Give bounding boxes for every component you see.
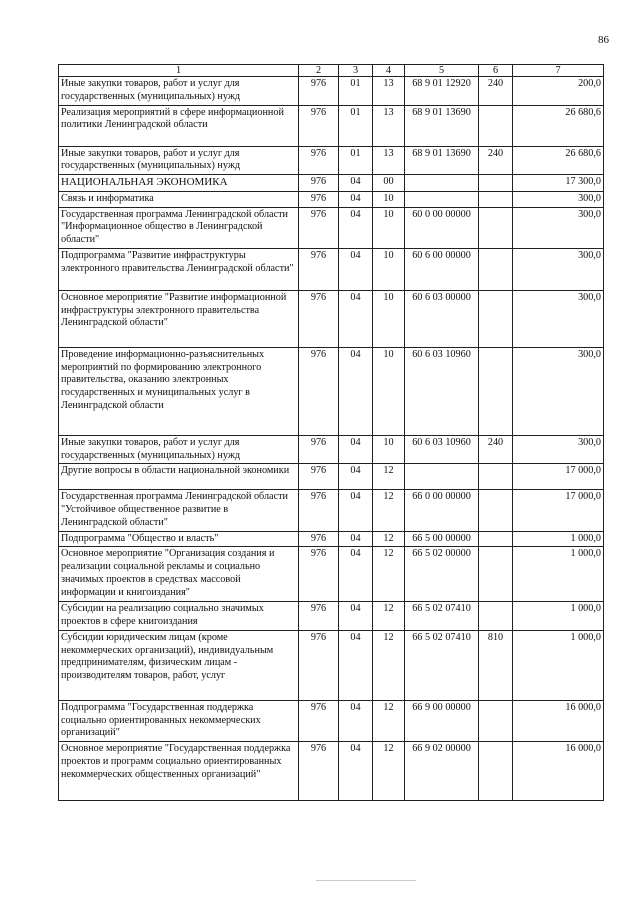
row-subsection-code: 12: [373, 531, 405, 547]
row-admin-code: 976: [299, 248, 339, 290]
row-target-article: 68 9 01 13690: [405, 146, 479, 175]
row-name: Государственная программа Ленинградской области "Устойчивое общественное развитие в Ленинградской области": [59, 490, 299, 531]
row-expense-type: [479, 547, 513, 602]
row-admin-code: 976: [299, 175, 339, 192]
row-admin-code: 976: [299, 602, 339, 631]
header-col-2: 2: [299, 65, 339, 77]
row-name: Другие вопросы в области национальной экономики: [59, 464, 299, 490]
row-amount: 1 000,0: [513, 547, 604, 602]
row-target-article: 60 6 03 10960: [405, 347, 479, 435]
row-admin-code: 976: [299, 700, 339, 741]
row-subsection-code: 12: [373, 602, 405, 631]
table-row: [59, 290, 604, 347]
row-expense-type: 240: [479, 435, 513, 464]
table-body: [59, 77, 604, 801]
row-amount: 300,0: [513, 347, 604, 435]
row-subsection-code: 13: [373, 146, 405, 175]
row-admin-code: 976: [299, 630, 339, 700]
row-name: НАЦИОНАЛЬНАЯ ЭКОНОМИКА: [59, 175, 299, 192]
row-target-article: 60 6 03 00000: [405, 290, 479, 347]
table-row: [59, 630, 604, 700]
row-name: Иные закупки товаров, работ и услуг для государственных (муниципальных) нужд: [59, 146, 299, 175]
row-amount: 17 000,0: [513, 490, 604, 531]
row-amount: 300,0: [513, 290, 604, 347]
row-subsection-code: 10: [373, 435, 405, 464]
row-target-article: 66 9 00 00000: [405, 700, 479, 741]
row-amount: 16 000,0: [513, 700, 604, 741]
row-section-code: 04: [339, 207, 373, 248]
row-expense-type: 810: [479, 630, 513, 700]
row-name: Субсидии юридическим лицам (кроме некоммерческих организаций), индивидуальным предпринимателям, физическим лицам - производителям товаров, работ, услуг: [59, 630, 299, 700]
row-expense-type: [479, 175, 513, 192]
table-row: [59, 490, 604, 531]
row-name: Основное мероприятие "Организация создания и реализации социальной рекламы и социально значимых проектов в средствах массовой информации и книгоиздания": [59, 547, 299, 602]
row-subsection-code: 10: [373, 191, 405, 207]
row-section-code: 04: [339, 742, 373, 801]
table-row: [59, 191, 604, 207]
table-header-row: [59, 65, 604, 77]
row-subsection-code: 10: [373, 248, 405, 290]
row-subsection-code: 12: [373, 742, 405, 801]
row-target-article: 60 6 03 10960: [405, 435, 479, 464]
row-name: Проведение информационно-разъяснительных мероприятий по формированию электронного правительства, оказанию электронных государственных и муниципальных услуг в Ленинградской области: [59, 347, 299, 435]
row-target-article: 68 9 01 13690: [405, 105, 479, 146]
row-subsection-code: 12: [373, 464, 405, 490]
row-admin-code: 976: [299, 347, 339, 435]
row-amount: 16 000,0: [513, 742, 604, 801]
page-number: 86: [598, 34, 609, 46]
table-row: [59, 77, 604, 106]
row-expense-type: [479, 290, 513, 347]
row-section-code: 01: [339, 146, 373, 175]
row-name: Основное мероприятие "Развитие информационной инфраструктуры электронного правительства Ленинградской области": [59, 290, 299, 347]
row-subsection-code: 13: [373, 77, 405, 106]
row-expense-type: [479, 742, 513, 801]
row-target-article: 60 0 00 00000: [405, 207, 479, 248]
scan-artifact-line: [316, 880, 416, 881]
row-admin-code: 976: [299, 742, 339, 801]
row-target-article: 66 0 00 00000: [405, 490, 479, 531]
row-section-code: 04: [339, 531, 373, 547]
row-target-article: 66 9 02 00000: [405, 742, 479, 801]
row-subsection-code: 12: [373, 547, 405, 602]
row-target-article: 66 5 00 00000: [405, 531, 479, 547]
row-amount: 17 300,0: [513, 175, 604, 192]
row-subsection-code: 13: [373, 105, 405, 146]
row-section-code: 04: [339, 700, 373, 741]
row-section-code: 04: [339, 347, 373, 435]
row-admin-code: 976: [299, 490, 339, 531]
table-row: [59, 700, 604, 741]
table-row: [59, 207, 604, 248]
table-row: [59, 464, 604, 490]
row-expense-type: [479, 531, 513, 547]
row-name: Иные закупки товаров, работ и услуг для государственных (муниципальных) нужд: [59, 435, 299, 464]
row-name: Подпрограмма "Общество и власть": [59, 531, 299, 547]
header-col-7: 7: [513, 65, 604, 77]
row-subsection-code: 12: [373, 630, 405, 700]
row-name: Основное мероприятие "Государственная поддержка проектов и программ социально ориентированных некоммерческих общественных организаций": [59, 742, 299, 801]
row-admin-code: 976: [299, 77, 339, 106]
row-expense-type: [479, 490, 513, 531]
row-name: Связь и информатика: [59, 191, 299, 207]
row-amount: 300,0: [513, 248, 604, 290]
row-amount: 17 000,0: [513, 464, 604, 490]
row-target-article: 68 9 01 12920: [405, 77, 479, 106]
header-col-5: 5: [405, 65, 479, 77]
row-expense-type: [479, 207, 513, 248]
row-target-article: 60 6 00 00000: [405, 248, 479, 290]
row-section-code: 01: [339, 77, 373, 106]
row-expense-type: [479, 700, 513, 741]
row-expense-type: 240: [479, 77, 513, 106]
row-admin-code: 976: [299, 435, 339, 464]
row-subsection-code: 12: [373, 490, 405, 531]
table-row: [59, 248, 604, 290]
row-amount: 1 000,0: [513, 630, 604, 700]
row-amount: 300,0: [513, 435, 604, 464]
table-row: [59, 531, 604, 547]
row-expense-type: [479, 602, 513, 631]
row-admin-code: 976: [299, 191, 339, 207]
row-amount: 26 680,6: [513, 146, 604, 175]
row-amount: 1 000,0: [513, 531, 604, 547]
table-row: [59, 105, 604, 146]
row-target-article: [405, 191, 479, 207]
row-name: Реализация мероприятий в сфере информационной политики Ленинградской области: [59, 105, 299, 146]
table-row: [59, 347, 604, 435]
table-row: [59, 602, 604, 631]
row-expense-type: [479, 191, 513, 207]
row-admin-code: 976: [299, 547, 339, 602]
row-admin-code: 976: [299, 290, 339, 347]
row-target-article: 66 5 02 07410: [405, 630, 479, 700]
row-section-code: 04: [339, 547, 373, 602]
row-section-code: 04: [339, 464, 373, 490]
row-subsection-code: 10: [373, 290, 405, 347]
table-row: [59, 146, 604, 175]
table-row: [59, 175, 604, 192]
row-section-code: 04: [339, 490, 373, 531]
row-admin-code: 976: [299, 207, 339, 248]
row-expense-type: [479, 464, 513, 490]
header-col-4: 4: [373, 65, 405, 77]
row-section-code: 04: [339, 630, 373, 700]
row-target-article: 66 5 02 00000: [405, 547, 479, 602]
row-section-code: 04: [339, 290, 373, 347]
row-expense-type: [479, 347, 513, 435]
row-expense-type: [479, 105, 513, 146]
row-amount: 26 680,6: [513, 105, 604, 146]
row-target-article: 66 5 02 07410: [405, 602, 479, 631]
row-amount: 300,0: [513, 191, 604, 207]
row-amount: 200,0: [513, 77, 604, 106]
row-admin-code: 976: [299, 146, 339, 175]
row-section-code: 01: [339, 105, 373, 146]
row-name: Субсидии на реализацию социально значимых проектов в сфере книгоиздания: [59, 602, 299, 631]
row-amount: 300,0: [513, 207, 604, 248]
table-row: [59, 435, 604, 464]
row-subsection-code: 10: [373, 347, 405, 435]
row-target-article: [405, 175, 479, 192]
row-section-code: 04: [339, 602, 373, 631]
row-section-code: 04: [339, 435, 373, 464]
table-row: [59, 742, 604, 801]
row-section-code: 04: [339, 248, 373, 290]
row-section-code: 04: [339, 191, 373, 207]
row-subsection-code: 12: [373, 700, 405, 741]
row-name: Государственная программа Ленинградской области "Информационное общество в Ленинградской области": [59, 207, 299, 248]
budget-table: [58, 64, 604, 801]
row-section-code: 04: [339, 175, 373, 192]
row-name: Иные закупки товаров, работ и услуг для государственных (муниципальных) нужд: [59, 77, 299, 106]
row-target-article: [405, 464, 479, 490]
row-expense-type: 240: [479, 146, 513, 175]
row-amount: 1 000,0: [513, 602, 604, 631]
row-name: Подпрограмма "Государственная поддержка социально ориентированных некоммерческих организаций": [59, 700, 299, 741]
row-admin-code: 976: [299, 531, 339, 547]
row-expense-type: [479, 248, 513, 290]
row-admin-code: 976: [299, 464, 339, 490]
header-col-1: 1: [59, 65, 299, 77]
header-col-6: 6: [479, 65, 513, 77]
table-row: [59, 547, 604, 602]
row-subsection-code: 10: [373, 207, 405, 248]
row-subsection-code: 00: [373, 175, 405, 192]
row-admin-code: 976: [299, 105, 339, 146]
row-name: Подпрограмма "Развитие инфраструктуры электронного правительства Ленинградской области": [59, 248, 299, 290]
header-col-3: 3: [339, 65, 373, 77]
